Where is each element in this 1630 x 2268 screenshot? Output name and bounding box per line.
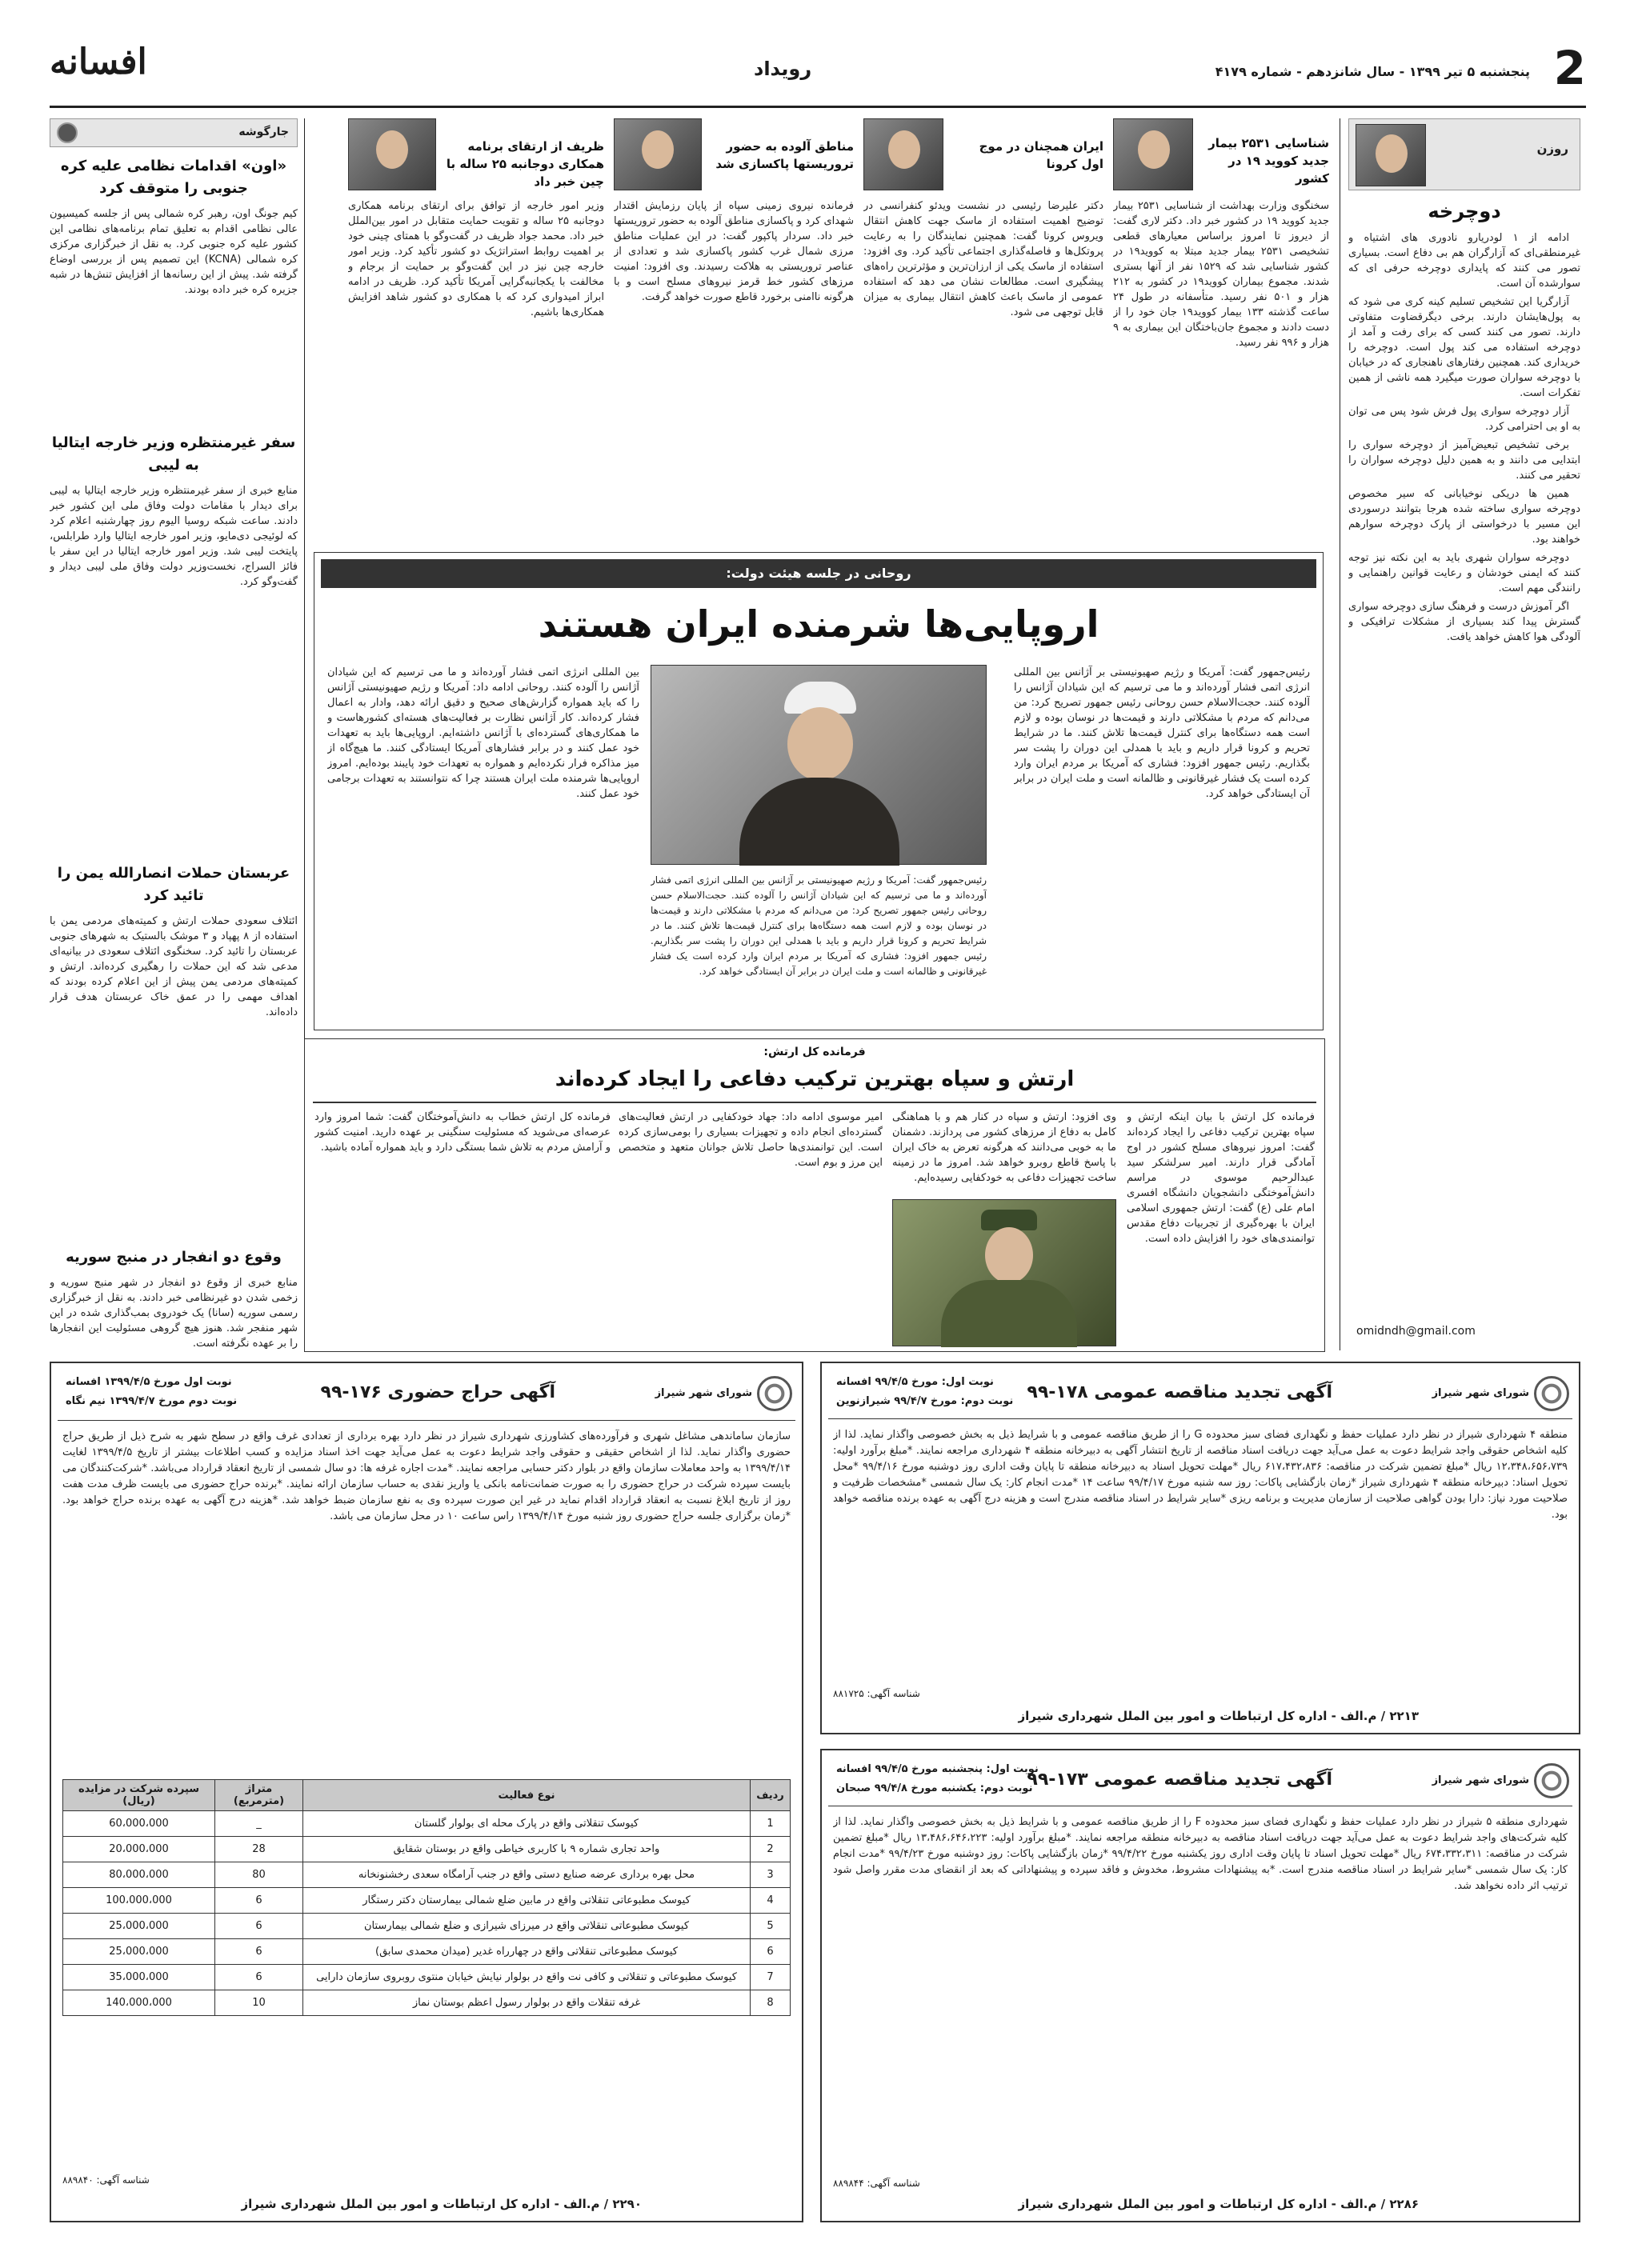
brief-title: وقوع دو انفجار در منبج سوریه	[66, 1249, 282, 1266]
table-row	[63, 1939, 791, 1965]
table-row	[63, 1990, 791, 2016]
table-cell: 5	[751, 1914, 791, 1939]
lead-photo	[651, 665, 987, 865]
lead-body-left: بین المللی انرژی اتمی فشار آورده‌اند و ما می ترسیم که این شیادان آژانس را آلوده کنند. روحانی ادامه داد: آمریکا و رژیم صهیونیستی آژانس را که باید همواره گزارش‌های صحیح و دقیق ارائه دهد، وادار به اعمال فشار کرده‌اند. کار آژانس نظارت بر فعالیت‌های هسته‌ای کشورهاست و ما همکاری‌های گسترده‌ای با آژانس داشته‌ایم. اروپایی‌ها باید به تعهدات خود عمل کنند و در برابر فشارهای آمریکا ایستادگی کنند. ما هیچ‌گاه از میز مذاکره فرار نکرده‌ایم و همواره به تعهدات خود پایبند بوده‌ایم. امروز اروپایی‌ها شرمنده ملت ایران هستند چرا که نتوانستند به تعهدات برجامی خود عمل کنند.	[327, 666, 639, 800]
news-title: شناسایی ۲۵۳۱ بیمار جدید کووید ۱۹ در کشور	[1208, 136, 1329, 186]
column-paragraph: همین ها دریکی نوخیابانی که سیر مخصوص دوچرخه سواری ساخته شده هرجا بتوانند درسوردی این مسیر با درخواستی از پارک دوچرخه سوارهم خواهند بود.	[1348, 488, 1580, 546]
ad-org: شورای شهر شیراز	[1432, 1387, 1529, 1399]
table-cell: 6	[215, 1914, 303, 1939]
news-photo	[1113, 118, 1193, 190]
brief-body: ائتلاف سعودی حملات ارتش و کمیته‌های مردمی یمن با استفاده از ۸ پهپاد و ۳ موشک بالستیک به شهرهای جنوبی عربستان را تائید کرد. سخنگوی ائتلاف سعودی در بیانیه‌ای مدعی شد که این حملات را رهگیری کرده‌اند. ارتش و کمیته‌های مردمی یمن پیش از این اعلام کرده بودند که اهداف مهمی را در عمق خاک عربستان هدف قرار داده‌اند.	[50, 915, 298, 1018]
news-face	[642, 130, 674, 169]
news-face	[888, 130, 920, 169]
table-cell: 6	[751, 1939, 791, 1965]
table-row	[63, 1837, 791, 1862]
brief-body: کیم جونگ اون، رهبر کره شمالی پس از جلسه کمیسیون عالی نظامی اقدام به تعلیق تمام برنامه‌های نظامی این کشور علیه کره جنوبی کرد. به نقل از خبرگزاری مرکزی کره شمالی (KCNA) این تصمیم پس از بررسی اوضاع گرفته شد. پیش از این رسانه‌ها از افزایش تنش‌ها در شبه جزیره کره خبر داده بودند.	[50, 208, 298, 296]
lead-body-bottom: رئیس‌جمهور گفت: آمریکا و رژیم صهیونیستی بر آژانس بین المللی انرژی اتمی فشار آورده‌اند و ما می ترسیم که این شیادان آژانس را آلوده کنند. حجت‌الاسلام حسن روحانی رئیس جمهور تصریح کرد: من می‌دانم که مردم با مشکلاتی دارند و قیمت‌ها در نوسان بوده و لازم است همه دستگاه‌ها برای کنترل قیمت‌ها تلاش کنند. ما در شرایط تحریم و کرونا قرار داریم و باید با همدلی این دوران را پشت سر بگذاریم. رئیس جمهور افزود: فشاری که آمریکا بر مردم ایران وارد کرده است یک فشار غیرقانونی و ظالمانه است و ملت ایران در برابر آن ایستادگی خواهد کرد.	[651, 874, 987, 977]
army-photo	[892, 1199, 1116, 1346]
column-body	[1348, 230, 1580, 1414]
col-header: ردیف	[751, 1780, 791, 1811]
news-photo	[863, 118, 943, 190]
top-news-3	[614, 118, 854, 542]
ad-body: سازمان ساماندهی مشاغل شهری و فرآورده‌های کشاورزی شهرداری شیراز در نظر دارد بهره برداری از تعدادی غرف واقع در سطح شهر به شرح ذیل از طریق حراج حضوری واگذار نماید. لذا از اشخاص حقیقی و حقوقی واجد شرایط دعوت به عمل می‌آید جهت اخذ اسناد مزایده و کسب اطلاعات بیشتر از تاریخ ۱۳۹۹/۴/۵ لغایت ۱۳۹۹/۴/۱۴ به واحد معاملات سازمان واقع در بلوار دکتر حسابی مراجعه نمایند. *مدت اجاره غرفه ها: دو سال شمسی از تاریخ انعقاد قرارداد می‌باشد. *شرکت‌کنندگان می بایست سپرده شرکت در حراج حضوری را به صورت ضمانت‌نامه بانکی یا واریز نقدی به حساب سازمان ارائه نمایند. *برنده حراج حضوری می بایست ظرف مدت هفت روز از تاریخ ابلاغ نسبت به انعقاد قرارداد اقدام نماید در غیر این صورت سپرده وی به نفع سازمان ضبط خواهد شد. *هزینه درج آگهی به عهده برنده حراج خواهد بود. *زمان برگزاری جلسه حراج حضوری روز شنبه مورخ ۱۳۹۹/۴/۱۴ راس ساعت ۱۰ در محل سازمان می باشد.	[62, 1430, 791, 1522]
top-news-4	[348, 118, 604, 542]
lead-body-right: رئیس‌جمهور گفت: آمریکا و رژیم صهیونیستی بر آژانس بین المللی انرژی اتمی فشار آورده‌اند و ما می ترسیم که این شیادان آژانس را آلوده کنند. حجت‌الاسلام حسن روحانی رئیس جمهور تصریح کرد: من می‌دانم که مردم با مشکلاتی دارند و قیمت‌ها در نوسان بوده و لازم است همه دستگاه‌ها برای کنترل قیمت‌ها تلاش کنند. ما در شرایط تحریم و کرونا قرار داریم و باید با همدلی این دوران را پشت سر بگذاریم. رئیس جمهور افزود: فشاری که آمریکا بر مردم ایران وارد کرده است یک فشار غیرقانونی و ظالمانه است و ملت ایران در برابر آن ایستادگی خواهد کرد.	[1014, 666, 1310, 800]
table-cell: غرفه تنقلات واقع در بولوار رسول اعظم بوستان نماز	[303, 1990, 751, 2016]
news-photo	[348, 118, 436, 190]
top-news-1	[1113, 118, 1329, 542]
col-header: سپرده شرکت در مزایده (ریال)	[63, 1780, 215, 1811]
table-cell: 6	[215, 1965, 303, 1990]
news-body: دکتر علیرضا رئیسی در نشست ویدئو کنفرانسی در توضیح اهمیت استفاده از ماسک جهت کاهش انتقال ویروس کرونا گفت: همچنین نمایندگان را به رعایت پروتکل‌ها و فاصله‌گذاری اجتماعی تأکید کرد. وی افزود: استفاده از ماسک یکی از ارزان‌ترین و مؤثرترین راه‌های پیشگیری است. مطالعات نشان می دهد که استفاده عمومی از ماسک باعث کاهش انتقال بیماری به میزان قابل توجهی می شود.	[863, 200, 1103, 318]
ad-date-2: نوبت دوم: مورخ ۹۹/۴/۷ شیرازنوین	[836, 1395, 1014, 1407]
ad-org: شورای شهر شیراز	[1432, 1774, 1529, 1786]
table-cell: کیوسک مطبوعاتی تنقلاتی واقع در میرزای شیرازی و ضلع شمالی بیمارستان	[303, 1914, 751, 1939]
news-title: مناطق آلوده به حضور تروریستها پاکسازی شد	[715, 139, 854, 171]
table-cell: 140،000،000	[63, 1990, 215, 2016]
newspaper-logo: افسانه	[50, 42, 147, 82]
army-col-1: فرمانده کل ارتش با بیان اینکه ارتش و سپاه بهترین ترکیب دفاعی را ایجاد کرده‌اند گفت: امروز نیروهای مسلح کشور در اوج آمادگی قرار دارند. امیر سرلشکر سید عبدالرحیم موسوی در مراسم دانش‌آموختگی دانشجویان دانشگاه افسری امام علی (ع) گفت: ارتش جمهوری اسلامی ایران با بهره‌گیری از تجربیات دفاع مقدس توانمندی‌های خود را افزایش داده است.	[1127, 1111, 1315, 1245]
news-title: ظریف از ارتقای برنامه همکاری دوجانبه ۲۵ ساله با چین خبر داد	[446, 139, 604, 189]
table-cell: 7	[751, 1965, 791, 1990]
table-cell: 8	[751, 1990, 791, 2016]
ad-table-wrap	[62, 1779, 791, 2016]
ad-date-1: نوبت اول: مورخ ۹۹/۴/۵ افسانه	[836, 1376, 994, 1388]
issue-info: پنجشنبه ۵ تیر ۱۳۹۹ - سال شانزدهم - شماره ۴۱۷۹	[1215, 64, 1530, 79]
brief-title: «اون» اقدامات نظامی علیه کره جنوبی را متوقف کرد	[60, 158, 287, 197]
table-cell: 25،000،000	[63, 1939, 215, 1965]
brief-body: منابع خبری از سفر غیرمنتظره وزیر خارجه ایتالیا به لیبی برای دیدار با مقامات دولت وفاق ملی این کشور خبر دادند. ساعت شبکه روسیا الیوم روز چهارشنبه اعلام کرد که لوئیجی دی‌مایو، وزیر امور خارجه ایتالیا وارد طرابلس، پایتخت لیبی شد. وزیر امور خارجه ایتالیا در این سفر با فائز السراج، نخست‌وزیر دولت وفاق ملی لیبی دیدار و گفت‌وگو کرد.	[50, 485, 298, 588]
table-row	[63, 1888, 791, 1914]
table-cell: کیوسک مطبوعاتی و تنقلاتی و کافی نت واقع در بولوار نیایش خیابان منتوی روبروی سازمان دارایی	[303, 1965, 751, 1990]
lead-story	[314, 552, 1324, 1030]
ad-title: آگهی تجدید مناقصه عمومی ۱۷۸-۹۹	[1027, 1382, 1332, 1402]
table-cell: 20،000،000	[63, 1837, 215, 1862]
ad-header	[828, 1370, 1572, 1419]
army-col-3: امیر موسوی ادامه داد: جهاد خودکفایی در ارتش فعالیت‌های گسترده‌ای انجام داده و تجهیزات بسیاری را بومی‌سازی کرده است. این توانمندی‌ها حاصل تلاش جوانان متعهد و متخصص این مرز و بوم است.	[619, 1111, 883, 1169]
table-cell: کیوسک مطبوعاتی تنقلاتی واقع در چهارراه غدیر (میدان محمدی سابق)	[303, 1939, 751, 1965]
ad-header	[828, 1757, 1572, 1806]
ad-code: شناسه آگهی: ۸۸۱۷۲۵	[833, 1688, 920, 1699]
lead-kicker-bar	[321, 559, 1316, 588]
army-photo-face	[985, 1227, 1033, 1283]
section-title: رویداد	[754, 58, 812, 80]
column-rozan	[1348, 118, 1580, 1350]
lead-kicker: روحانی در جلسه هیئت دولت:	[726, 566, 911, 581]
ad-date-1: نوبت اول: پنجشنبه مورخ ۹۹/۴/۵ افسانه	[836, 1763, 1039, 1775]
ad-title: آگهی تجدید مناقصه عمومی ۱۷۳-۹۹	[1027, 1770, 1332, 1790]
army-photo-uniform	[941, 1280, 1077, 1347]
brief-body: منابع خبری از وقوع دو انفجار در شهر منبج سوریه و زخمی شدن دو غیرنظامی خبر دادند. به نقل از خبرگزاری رسمی سوریه (سانا) یک خودروی بمب‌گذاری شده در این شهر منفجر شد. هنوز هیچ گروهی مسئولیت این انفجارها را بر عهده نگرفته است.	[50, 1277, 298, 1350]
ad-tender-178	[820, 1362, 1580, 1734]
table-cell: 6	[215, 1939, 303, 1965]
table-cell: 80،000،000	[63, 1862, 215, 1888]
table-cell: 1	[751, 1811, 791, 1837]
ad-date-1: نوبت اول مورخ ۱۳۹۹/۴/۵ افسانه	[66, 1376, 232, 1388]
table-cell: _	[215, 1811, 303, 1837]
column-paragraph: آزارگریا این تشخیص تسلیم کینه کری می شود که به پول‌هایشان دارند. برخی دیگرقضاوت متفاوتی دارند. تصور می کنند کسی که برای رفت و آمد از دوچرخه استفاده می کند پول است. دوچرخه را خریداری کند. همچنین رفتارهای ناهنجاری که در خیابان با دوچرخه سواران صورت میگیرد همه ناشی از همین تفکرات است.	[1348, 296, 1580, 399]
news-title: ایران همچنان در موج اول کرونا	[979, 139, 1103, 171]
col-header: متراژ (مترمربع)	[215, 1780, 303, 1811]
page-number: 2	[1553, 41, 1586, 95]
column-email[interactable]: omidndh@gmail.com	[1356, 1325, 1476, 1338]
table-cell: 25،000،000	[63, 1914, 215, 1939]
column-label-bar	[1348, 118, 1580, 190]
shiraz-logo-icon	[1534, 1763, 1569, 1798]
news-body: فرمانده نیروی زمینی سپاه از پایان رزمایش اقتدار شهدای کرد و پاکسازی مناطق آلوده به حضور تروریستها خبر داد. سردار پاکپور گفت: در این عملیات مناطق مرزی شمال غرب کشور پاکسازی شد و تعدادی از عناصر تروریستی به هلاکت رسیدند. وی افزود: امنیت مرزهای کشور خط قرمز نیروهای مسلح است و با هرگونه ناامنی برخورد قاطع صورت خواهد گرفت.	[614, 200, 854, 303]
table-cell: واحد تجاری شماره ۹ با کاربری خیاطی واقع در بوستان شقایق	[303, 1837, 751, 1862]
table-cell: 80	[215, 1862, 303, 1888]
table-row	[63, 1862, 791, 1888]
lead-headline: اروپایی‌ها شرمنده ایران هستند	[538, 602, 1099, 646]
army-rule	[313, 1102, 1316, 1103]
ad-code: شناسه آگهی: ۸۸۹۸۴۰	[62, 2174, 150, 2186]
columnist-face	[1376, 134, 1408, 173]
table-row	[63, 1965, 791, 1990]
table-cell: 35،000،000	[63, 1965, 215, 1990]
column-paragraph: ادامه از ۱ لودریارو نادوری های اشتیاه و غیرمنطقی‌ای که آزارگران هم بی دفاع است. بسیاری تصور می کنند که پایداری دوچرخه حرفی ای که سوارشده آن است.	[1348, 232, 1580, 290]
table-row	[63, 1914, 791, 1939]
news-face	[376, 130, 408, 169]
lead-photo-face	[787, 707, 853, 781]
table-cell: 4	[751, 1888, 791, 1914]
column-jargooneh	[50, 118, 298, 1350]
column-title: دوچرخه	[1428, 200, 1501, 222]
table-cell: کیوسک مطبوعاتی تنقلاتی واقع در مابین ضلع شمالی بیمارستان دکتر رستگار	[303, 1888, 751, 1914]
ad-footer: ۲۲۱۳ / م.الف - اداره کل ارتباطات و امور بین الملل شهرداری شیراز	[1018, 1709, 1419, 1723]
top-news-2	[863, 118, 1103, 542]
masthead	[50, 40, 1586, 104]
table-cell: 3	[751, 1862, 791, 1888]
army-kicker: فرمانده کل ارتش:	[763, 1046, 866, 1058]
army-story	[304, 1038, 1325, 1352]
brief-title: سفر غیرمنتظره وزیر خارجه ایتالیا به لیبی	[51, 434, 296, 474]
ad-date-2: نوبت دوم مورخ ۱۳۹۹/۴/۷ نیم نگاه	[66, 1395, 238, 1407]
ad-header	[58, 1370, 795, 1421]
column-paragraph: آزار دوچرخه سواری پول فرش شود پس می توان به او بی احترامی کرد.	[1348, 406, 1580, 433]
ad-date-2: نوبت دوم: یکشنبه مورخ ۹۹/۴/۸ صبحان	[836, 1782, 1033, 1794]
table-cell: 60،000،000	[63, 1811, 215, 1837]
brief-title: عربستان حملات انصارالله یمن را تائید کرد	[57, 865, 290, 904]
globe-icon	[57, 122, 78, 143]
table-cell: 28	[215, 1837, 303, 1862]
table-row	[63, 1811, 791, 1837]
column-label-bar	[50, 118, 298, 147]
ad-body: شهرداری منطقه ۵ شیراز در نظر دارد عملیات حفظ و نگهداری فضای سبز محدوده F را از طریق مناقصه عمومی و با شرایط ذیل به بخش خصوصی واگذار نماید. لذا از کلیه شرکت‌های واجد شرایط دعوت به عمل می‌آید جهت دریافت اسناد مناقصه به دبیرخانه منطقه مراجعه نمایند. *مبلغ برآورد اولیه: ۱۳،۴۸۶،۶۴۶،۲۲۳ ریال *مبلغ تضمین شرکت در مناقصه: ۶۷۴،۳۳۲،۳۱۱ ریال *مهلت تحویل اسناد تا پایان وقت اداری روز یکشنبه مورخ ۹۹/۴/۲۲ *زمان بازگشایی پاکات: روز دوشنبه مورخ ۹۹/۴/۲۳ *مدت انجام کار: یک سال شمسی *سایر شرایط در اسناد مناقصه مندرج است. *به پیشنهادات مشروط، مخدوش و فاقد سپرده و پیشنهاداتی که بعد از انقضای مدت مقرر واصل شود ترتیب اثر داده نخواهد شد.	[833, 1816, 1568, 1892]
table-cell: 100،000،000	[63, 1888, 215, 1914]
ad-tender-173	[820, 1749, 1580, 2222]
army-headline: ارتش و سپاه بهترین ترکیب دفاعی را ایجاد کرده‌اند	[555, 1067, 1075, 1091]
table-cell: 2	[751, 1837, 791, 1862]
news-face	[1138, 130, 1170, 169]
shiraz-logo-icon	[1534, 1376, 1569, 1411]
column-paragraph: اگر آموزش درست و فرهنگ سازی دوچرخه سواری گسترش پیدا کند بسیاری از مشکلات ترافیکی و آلودگی هوا کاهش خواهد یافت.	[1348, 601, 1580, 643]
ad-body: منطقه ۴ شهرداری شیراز در نظر دارد عملیات حفظ و نگهداری فضای سبز محدوده G را از طریق مناقصه عمومی و با شرایط ذیل به بخش خصوصی واگذار نماید. لذا از کلیه اشخاص حقوقی واجد شرایط دعوت به عمل می‌آید جهت دریافت اسناد مناقصه از تاریخ انتشار آگهی به دبیرخانه منطقه ۴ شهرداری مراجعه نمایند. *مبلغ برآورد اولیه: ۱۲،۳۴۸،۶۵۶،۷۳۹ ریال *مبلغ تضمین شرکت در مناقصه: ۶۱۷،۴۳۲،۸۳۶ ریال *مهلت تحویل اسناد به دبیرخانه منطقه تا پایان وقت اداری روز دوشنبه مورخ ۹۹/۴/۱۶ *محل تحویل اسناد: دبیرخانه منطقه ۴ شهرداری شیراز *زمان بازگشایی پاکات: روز سه شنبه مورخ ۹۹/۴/۱۷ ساعت ۱۴ *مدت انجام کار: یک سال شمسی *مشخصات ظرفیت و صلاحیت مورد نیاز: دارا بودن گواهی صلاحیت از سازمان مدیریت و برنامه ریزی *سایر شرایط در اسناد مناقصه مندرج است و هزینه درج آگهی به عهده برنده مناقصه خواهد بود.	[833, 1429, 1568, 1521]
masthead-rule	[50, 106, 1586, 108]
table-cell: کیوسک تنقلاتی واقع در پارک محله ای بولوار گلستان	[303, 1811, 751, 1837]
table-cell: محل بهره برداری عرضه صنایع دستی واقع در جنب آرامگاه سعدی رخشنونخانه	[303, 1862, 751, 1888]
news-photo	[614, 118, 702, 190]
ad-code: شناسه آگهی: ۸۸۹۸۴۴	[833, 2178, 920, 2189]
news-body: وزیر امور خارجه از توافق برای ارتقای برنامه همکاری دوجانبه ۲۵ ساله و تقویت حمایت متقابل در امور بین‌الملل خبر داد. محمد جواد ظریف در گفت‌وگو با همتای چینی خود بر اهمیت روابط استراتژیک دو کشور تأکید کرد. وزیر امور خارجه چین نیز در این گفت‌وگو بر حمایت از برجام و مخالفت با یکجانبه‌گرایی آمریکا تأکید کرد. ظریف در ادامه ابراز امیدواری کرد که با همکاری دو کشور شاهد افزایش همکاری‌ها باشیم.	[348, 200, 604, 318]
column-paragraph: دوچرخه سواران شهری باید به این نکته نیز توجه کنند که ایمنی خودشان و رعایت قوانین راهنمایی و رانندگی مهم است.	[1348, 552, 1580, 594]
news-body: سخنگوی وزارت بهداشت از شناسایی ۲۵۳۱ بیمار جدید کووید ۱۹ در کشور خبر داد. دکتر لاری گفت: از دیروز تا امروز براساس معیارهای قطعی تشخیصی ۲۵۳۱ بیمار جدید مبتلا به کووید۱۹ در کشور شناسایی شد که ۱۵۲۹ نفر از آنها بستری شدند. مجموع بیماران کووید۱۹ در کشور به ۲۱۲ هزار و ۵۰۱ نفر رسید. متأسفانه در طول ۲۴ ساعت گذشته ۱۳۳ بیمار کووید۱۹ جان خود را از دست دادند و مجموع جان‌باختگان این بیماری به ۹ هزار و ۹۹۶ نفر رسید.	[1113, 200, 1329, 349]
columnist-photo	[1356, 124, 1426, 186]
column-paragraph: برخی تشخیص تبعیض‌آمیز از دوچرخه سواری را ابتدایی می دانند و به همین دلیل دوچرخه سواران را تحقیر می کنند.	[1348, 439, 1580, 482]
army-col-2: وی افزود: ارتش و سپاه در کنار هم و با هماهنگی کامل به دفاع از مرزهای کشور می پردازند. دشمنان ما به خوبی می‌دانند که هرگونه تعرض به خاک ایران با پاسخ قاطع روبرو خواهد شد. امروز ما در زمینه ساخت تجهیزات دفاعی به خودکفایی رسیده‌ایم.	[892, 1111, 1116, 1184]
ad-footer: ۲۲۹۰ / م.الف - اداره کل ارتباطات و امور بین الملل شهرداری شیراز	[241, 2197, 642, 2211]
lead-photo-robe	[739, 778, 899, 866]
table-cell: 10	[215, 1990, 303, 2016]
ad-org: شورای شهر شیراز	[655, 1387, 752, 1399]
shiraz-logo-icon	[757, 1376, 792, 1411]
col-header: نوع فعالیت	[303, 1780, 751, 1811]
column-label: جارگوشه	[238, 126, 289, 138]
ad-title: آگهی حراج حضوری ۱۷۶-۹۹	[320, 1382, 555, 1402]
column-label: روزن	[1536, 142, 1568, 156]
ad-footer: ۲۲۸۶ / م.الف - اداره کل ارتباطات و امور بین الملل شهرداری شیراز	[1018, 2197, 1419, 2211]
ad-auction-176	[50, 1362, 803, 2222]
auction-table	[62, 1779, 791, 2016]
army-col-4: فرمانده کل ارتش خطاب به دانش‌آموختگان گفت: شما امروز وارد عرصه‌ای می‌شوید که مسئولیت سنگینی بر عهده دارید. امنیت کشور و آرامش مردم به تلاش شما بستگی دارد و باید همواره آماده باشید.	[314, 1111, 611, 1154]
table-cell: 6	[215, 1888, 303, 1914]
